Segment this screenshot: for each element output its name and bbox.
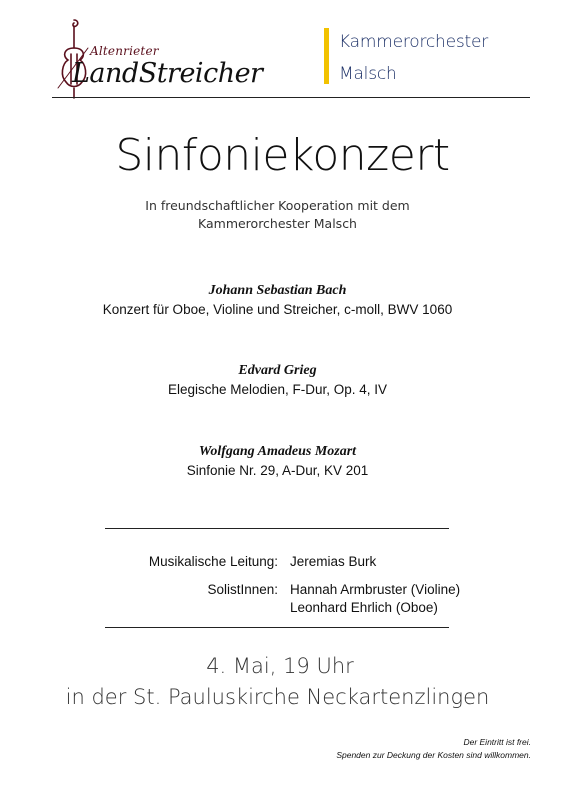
event-date: 4. Mai, 19 Uhr	[206, 654, 354, 678]
accent-bar	[324, 28, 329, 84]
logo-main-text: LandStreicher	[72, 58, 263, 89]
work-1: Konzert für Oboe, Violine und Streicher, c-moll, BWV 1060	[102, 302, 453, 317]
work-2: Elegische Melodien, F-Dur, Op. 4, IV	[167, 382, 388, 397]
entry-note: Der Eintritt ist frei.	[463, 737, 531, 747]
orchestra-name-line2: Malsch	[339, 64, 397, 84]
work-3: Sinfonie Nr. 29, A-Dur, KV 201	[186, 463, 369, 478]
soloist-2: Leonhard Ehrlich (Oboe)	[290, 600, 438, 615]
soloist-1: Hannah Armbruster (Violine)	[290, 582, 461, 597]
soloists-label: SolistInnen:	[207, 582, 278, 597]
conductor-label: Musikalische Leitung:	[148, 554, 278, 569]
logo	[52, 18, 302, 100]
conductor-name: Jeremias Burk	[290, 554, 377, 569]
header-divider	[52, 97, 530, 98]
orchestra-name-line1: Kammerorchester	[339, 32, 489, 52]
event-venue: in der St. Pauluskirche Neckartenzlingen	[65, 685, 490, 709]
page-title: Sinfoniekonzert	[115, 130, 450, 181]
composer-2: Edvard Grieg	[238, 363, 317, 378]
composer-3: Wolfgang Amadeus Mozart	[198, 444, 357, 459]
donation-note: Spenden zur Deckung der Kosten sind willkommen.	[336, 750, 531, 760]
logo-top-text: Altenrieter	[90, 44, 159, 58]
divider-bottom	[105, 627, 449, 628]
composer-1: Johann Sebastian Bach	[208, 283, 347, 298]
subtitle-line1: In freundschaftlicher Kooperation mit dem	[145, 198, 410, 213]
divider-top	[105, 528, 449, 529]
subtitle-line2: Kammerorchester Malsch	[198, 216, 357, 231]
